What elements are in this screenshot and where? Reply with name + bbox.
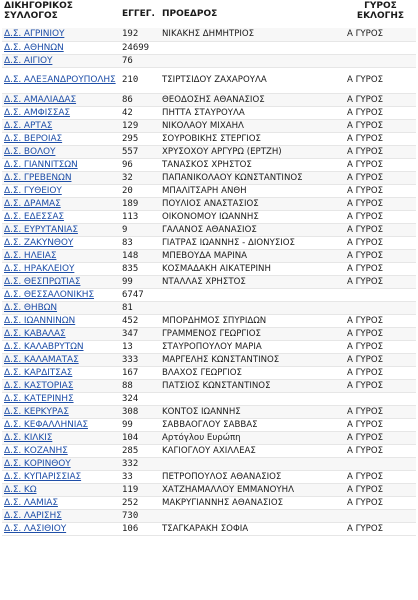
table-row [2,301,416,314]
president-name: ΓΡΑΜΜΕΝΟΣ ΓΕΩΡΓΙΟΣ [160,327,345,340]
election-round: Α ΓΥΡΟΣ [345,93,416,106]
table-row [2,340,416,353]
table-row [2,54,416,67]
president-name [160,457,345,470]
election-round: Α ΓΥΡΟΣ [345,522,416,535]
registered-count: 113 [120,210,160,223]
election-round: Α ΓΥΡΟΣ [345,67,416,93]
table-header [2,0,416,28]
header-registered: ΕΓΓΕΓ. [122,9,155,19]
president-name: ΣΤΑΥΡΟΠΟΥΛΟΥ ΜΑΡΙΑ [160,340,345,353]
president-name: ΤΣΑΓΚΑΡΑΚΗ ΣΟΦΙΑ [160,522,345,535]
president-name: ΚΟΣΜΑΔΑΚΗ ΑΙΚΑΤΕΡΙΝΗ [160,262,345,275]
association-link[interactable]: Δ.Σ. ΓΡΕΒΕΝΩΝ [2,171,120,184]
president-name [160,41,345,54]
association-link[interactable]: Δ.Σ. ΛΑΜΙΑΣ [2,496,120,509]
president-name: ΜΠΕΒΟΥΔΑ ΜΑΡΙΝΑ [160,249,345,262]
registered-count: 119 [120,483,160,496]
association-link[interactable]: Δ.Σ. ΒΟΛΟΥ [2,145,120,158]
registered-count: 9 [120,223,160,236]
association-link[interactable]: Δ.Σ. ΓΥΘΕΙΟΥ [2,184,120,197]
registered-count: 167 [120,366,160,379]
president-name: ΧΡΥΣΟΧΟΥ ΑΡΓΥΡΩ (ΕΡΤΖΗ) [160,145,345,158]
election-round: Α ΓΥΡΟΣ [345,418,416,431]
association-link[interactable]: Δ.Σ. ΚΑΣΤΟΡΙΑΣ [2,379,120,392]
table-row [2,132,416,145]
president-name: ΒΛΑΧΟΣ ΓΕΩΡΓΙΟΣ [160,366,345,379]
election-round [345,457,416,470]
registered-count: 129 [120,119,160,132]
table-row [2,184,416,197]
registered-count: 83 [120,236,160,249]
table-row [2,379,416,392]
association-link[interactable]: Δ.Σ. ΖΑΚΥΝΘΟΥ [2,236,120,249]
election-round: Α ΓΥΡΟΣ [345,496,416,509]
table-row [2,158,416,171]
election-round: Α ΓΥΡΟΣ [345,223,416,236]
president-name: ΚΑΓΙΟΓΛΟΥ ΑΧΙΛΛΕΑΣ [160,444,345,457]
election-round: Α ΓΥΡΟΣ [345,210,416,223]
election-round [345,301,416,314]
table-row [2,28,416,41]
president-name: ΠΗΤΤΑ ΣΤΑΥΡΟΥΛΑ [160,106,345,119]
election-round: Α ΓΥΡΟΣ [345,28,416,41]
president-name [160,392,345,405]
registered-count: 835 [120,262,160,275]
association-link[interactable]: Δ.Σ. ΒΕΡΟΙΑΣ [2,132,120,145]
registered-count: 13 [120,340,160,353]
association-link[interactable]: Δ.Σ. ΛΑΣΙΘΙΟΥ [2,522,120,535]
association-link[interactable]: Δ.Σ. ΚΥΠΑΡΙΣΣΙΑΣ [2,470,120,483]
election-round: Α ΓΥΡΟΣ [345,145,416,158]
election-round: Α ΓΥΡΟΣ [345,431,416,444]
president-name: ΠΑΠΑΝΙΚΟΛΑΟΥ ΚΩΝΣΤΑΝΤΙΝΟΣ [160,171,345,184]
table-row [2,522,416,535]
table-row [2,262,416,275]
election-round: Α ΓΥΡΟΣ [345,171,416,184]
association-link[interactable]: Δ.Σ. ΚΑΒΑΛΑΣ [2,327,120,340]
election-round: Α ΓΥΡΟΣ [345,470,416,483]
table-row [2,444,416,457]
president-name: ΝΙΚΟΛΑΟΥ ΜΙΧΑΗΛ [160,119,345,132]
presidents-table [2,0,416,536]
table-row [2,314,416,327]
table-row [2,236,416,249]
president-name [160,301,345,314]
president-name: ΣΑΒΒΑΟΓΛΟΥ ΣΑΒΒΑΣ [160,418,345,431]
election-round [345,288,416,301]
registered-count: 81 [120,301,160,314]
registered-count: 20 [120,184,160,197]
president-name: ΜΑΚΡΥΓΙΑΝΝΗΣ ΑΘΑΝΑΣΙΟΣ [160,496,345,509]
president-name: ΚΟΝΤΟΣ ΙΩΑΝΝΗΣ [160,405,345,418]
election-round: Α ΓΥΡΟΣ [345,366,416,379]
association-link[interactable]: Δ.Σ. ΑΜΑΛΙΑΔΑΣ [2,93,120,106]
registered-count: 730 [120,509,160,522]
registered-count: 324 [120,392,160,405]
table-row [2,93,416,106]
association-link[interactable]: Δ.Σ. ΚΟΡΙΝΘΟΥ [2,457,120,470]
table-row [2,483,416,496]
election-round: Α ΓΥΡΟΣ [345,119,416,132]
election-round: Α ΓΥΡΟΣ [345,327,416,340]
association-link[interactable]: Δ.Σ. ΓΙΑΝΝΙΤΣΩΝ [2,158,120,171]
election-round: Α ΓΥΡΟΣ [345,184,416,197]
association-link[interactable]: Δ.Σ. ΑΓΡΙΝΙΟΥ [2,28,120,41]
president-name: ΟΙΚΟΝΟΜΟΥ ΙΩΑΝΝΗΣ [160,210,345,223]
registered-count: 32 [120,171,160,184]
association-link[interactable]: Δ.Σ. ΑΘΗΝΩΝ [2,41,120,54]
association-link[interactable]: Δ.Σ. ΛΑΡΙΣΗΣ [2,509,120,522]
table-row [2,106,416,119]
association-link[interactable]: Δ.Σ. ΙΩΑΝΝΙΝΩΝ [2,314,120,327]
election-round: Α ΓΥΡΟΣ [345,249,416,262]
election-round: Α ΓΥΡΟΣ [345,132,416,145]
election-round: Α ΓΥΡΟΣ [345,314,416,327]
election-round: Α ΓΥΡΟΣ [345,444,416,457]
election-round [345,509,416,522]
president-name: ΓΙΑΤΡΑΣ ΙΩΑΝΝΗΣ - ΔΙΟΝΥΣΙΟΣ [160,236,345,249]
header-president: ΠΡΟΕΔΡΟΣ [162,9,218,19]
president-name: ΠΕΤΡΟΠΟΥΛΟΣ ΑΘΑΝΑΣΙΟΣ [160,470,345,483]
registered-count: 308 [120,405,160,418]
president-name [160,54,345,67]
table-row [2,327,416,340]
table-row [2,171,416,184]
association-link[interactable]: Δ.Σ. ΕΥΡΥΤΑΝΙΑΣ [2,223,120,236]
election-round: Α ΓΥΡΟΣ [345,262,416,275]
table-row [2,197,416,210]
header-round: ΓΥΡΟΣ ΕΚΛΟΓΗΣ [356,1,405,21]
election-round: Α ΓΥΡΟΣ [345,340,416,353]
association-link[interactable]: Δ.Σ. ΗΡΑΚΛΕΙΟΥ [2,262,120,275]
registered-count: 285 [120,444,160,457]
registered-count: 99 [120,275,160,288]
table-row [2,223,416,236]
association-link[interactable]: Δ.Σ. ΘΗΒΩΝ [2,301,120,314]
president-name: ΘΕΟΔΟΣΗΣ ΑΘΑΝΑΣΙΟΣ [160,93,345,106]
registered-count: 252 [120,496,160,509]
election-round: Α ΓΥΡΟΣ [345,379,416,392]
registered-count: 452 [120,314,160,327]
table-row [2,119,416,132]
table-row [2,405,416,418]
registered-count: 24699 [120,41,160,54]
registered-count: 104 [120,431,160,444]
president-name: ΤΑΝΑΣΚΟΣ ΧΡΗΣΤΟΣ [160,158,345,171]
association-link[interactable]: Δ.Σ. ΑΙΓΙΟΥ [2,54,120,67]
election-round [345,54,416,67]
table-body [2,28,416,535]
association-link[interactable]: Δ.Σ. ΚΩ [2,483,120,496]
election-round: Α ΓΥΡΟΣ [345,158,416,171]
association-link[interactable]: Δ.Σ. ΘΕΣΣΑΛΟΝΙΚΗΣ [2,288,120,301]
association-link[interactable]: Δ.Σ. ΚΑΛΑΒΡΥΤΩΝ [2,340,120,353]
table-row [2,496,416,509]
association-link[interactable]: Δ.Σ. ΑΛΕΞΑΝΔΡΟΥΠΟΛΗΣ [2,67,120,93]
president-name: ΤΣΙΡΤΣΙΔΟΥ ΖΑΧΑΡΟΥΛΑ [160,67,345,93]
registered-count: 86 [120,93,160,106]
table-row [2,457,416,470]
association-link[interactable]: Δ.Σ. ΕΔΕΣΣΑΣ [2,210,120,223]
election-round: Α ΓΥΡΟΣ [345,405,416,418]
president-name: ΧΑΤΖΗΑΜΑΛΛΟΥ ΕΜΜΑΝΟΥΗΛ [160,483,345,496]
table-row [2,67,416,93]
registered-count: 42 [120,106,160,119]
registered-count: 33 [120,470,160,483]
association-link[interactable]: Δ.Σ. ΑΡΤΑΣ [2,119,120,132]
table-row [2,366,416,379]
election-round: Α ΓΥΡΟΣ [345,353,416,366]
association-link[interactable]: Δ.Σ. ΔΡΑΜΑΣ [2,197,120,210]
election-round: Α ΓΥΡΟΣ [345,197,416,210]
table-row [2,210,416,223]
president-name [160,509,345,522]
table-row [2,470,416,483]
table-row [2,275,416,288]
table-row [2,145,416,158]
registered-count: 295 [120,132,160,145]
election-round: Α ΓΥΡΟΣ [345,106,416,119]
table-row [2,288,416,301]
association-link[interactable]: Δ.Σ. ΚΕΦΑΛΛΗΝΙΑΣ [2,418,120,431]
election-round: Α ΓΥΡΟΣ [345,483,416,496]
association-link[interactable]: Δ.Σ. ΘΕΣΠΡΩΤΙΑΣ [2,275,120,288]
association-link[interactable]: Δ.Σ. ΚΟΖΑΝΗΣ [2,444,120,457]
registered-count: 96 [120,158,160,171]
registered-count: 76 [120,54,160,67]
association-link[interactable]: Δ.Σ. ΚΑΛΑΜΑΤΑΣ [2,353,120,366]
registered-count: 557 [120,145,160,158]
registered-count: 99 [120,418,160,431]
association-link[interactable]: Δ.Σ. ΗΛΕΙΑΣ [2,249,120,262]
president-name: ΝΙΚΑΚΗΣ ΔΗΜΗΤΡΙΟΣ [160,28,345,41]
president-name: ΠΟΥΛΙΟΣ ΑΝΑΣΤΑΣΙΟΣ [160,197,345,210]
association-link[interactable]: Δ.Σ. ΚΙΛΚΙΣ [2,431,120,444]
table-row [2,509,416,522]
table-row [2,249,416,262]
association-link[interactable]: Δ.Σ. ΚΑΡΔΙΤΣΑΣ [2,366,120,379]
registered-count: 106 [120,522,160,535]
header-association: ΔΙΚΗΓΟΡΙΚΟΣ ΣΥΛΛΟΓΟΣ [4,1,73,21]
registered-count: 6747 [120,288,160,301]
registered-count: 88 [120,379,160,392]
table-row [2,392,416,405]
registered-count: 333 [120,353,160,366]
president-name: ΜΠΟΡΔΗΜΟΣ ΣΠΥΡΙΔΩΝ [160,314,345,327]
registered-count: 189 [120,197,160,210]
table-row [2,353,416,366]
president-name: Αρτόγλου Ευρώπη [160,431,345,444]
president-name: ΝΤΑΛΛΑΣ ΧΡΗΣΤΟΣ [160,275,345,288]
president-name: ΠΑΤΣΙΟΣ ΚΩΝΣΤΑΝΤΙΝΟΣ [160,379,345,392]
registered-count: 192 [120,28,160,41]
association-link[interactable]: Δ.Σ. ΑΜΦΙΣΣΑΣ [2,106,120,119]
election-round [345,41,416,54]
president-name: ΜΠΑΛΙΤΣΑΡΗ ΑΝΘΗ [160,184,345,197]
registered-count: 148 [120,249,160,262]
president-name: ΜΑΡΓΕΛΗΣ ΚΩΝΣΤΑΝΤΙΝΟΣ [160,353,345,366]
president-name: ΣΟΥΡΟΒΙΚΗΣ ΣΤΕΡΓΙΟΣ [160,132,345,145]
president-name: ΓΑΛΑΝΟΣ ΑΘΑΝΑΣΙΟΣ [160,223,345,236]
association-link[interactable]: Δ.Σ. ΚΕΡΚΥΡΑΣ [2,405,120,418]
registered-count: 347 [120,327,160,340]
table-row [2,418,416,431]
registered-count: 332 [120,457,160,470]
election-round: Α ΓΥΡΟΣ [345,275,416,288]
table-row [2,431,416,444]
association-link[interactable]: Δ.Σ. ΚΑΤΕΡΙΝΗΣ [2,392,120,405]
registered-count: 210 [120,67,160,93]
table-row [2,41,416,54]
election-round: Α ΓΥΡΟΣ [345,236,416,249]
president-name [160,288,345,301]
election-round [345,392,416,405]
